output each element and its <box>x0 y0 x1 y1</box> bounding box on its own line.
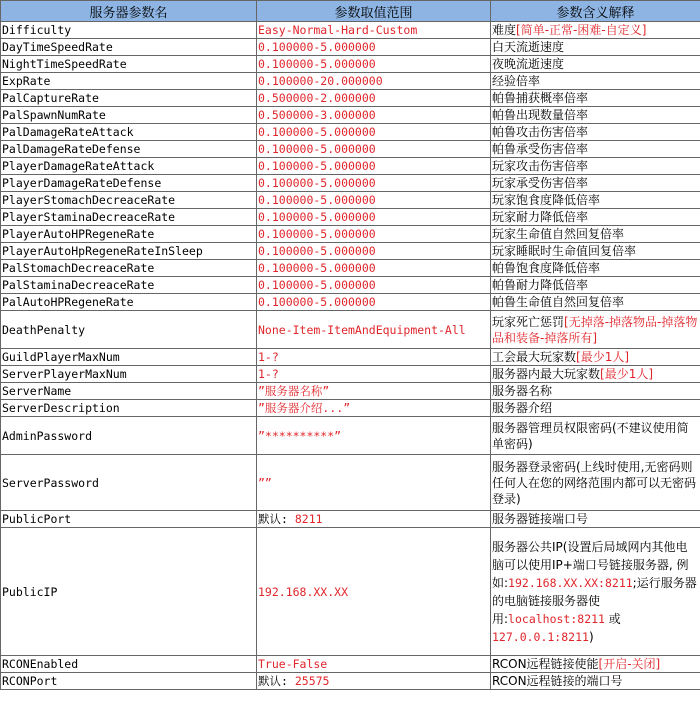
desc-text: 玩家死亡惩罚 <box>492 314 565 329</box>
param-desc <box>491 311 700 349</box>
param-range: 0.100000-5.000000 <box>257 39 491 56</box>
table-row <box>1 400 700 417</box>
param-desc <box>491 73 700 90</box>
table-row <box>1 158 700 175</box>
desc-text: 帕鲁耐力降低倍率 <box>492 278 589 292</box>
param-desc <box>491 56 700 73</box>
param-range: ”” <box>257 455 491 511</box>
param-desc <box>491 226 700 243</box>
table-row <box>1 294 700 311</box>
param-desc <box>491 175 700 192</box>
header-desc: 参数含义解释 <box>491 1 700 22</box>
desc-text: 玩家承受伤害倍率 <box>492 176 589 190</box>
param-desc <box>491 260 700 277</box>
desc-text: 帕鲁出现数量倍率 <box>492 108 589 122</box>
param-range: Easy-Normal-Hard-Custom <box>257 22 491 39</box>
param-range: 192.168.XX.XX <box>257 528 491 656</box>
desc-text: 玩家生命值自然回复倍率 <box>492 227 625 241</box>
param-desc: 服务器名称 <box>491 383 700 400</box>
table-row <box>1 311 700 349</box>
desc-text: 或 <box>604 611 621 626</box>
param-range: True-False <box>257 656 491 673</box>
table-row <box>1 90 700 107</box>
param-range: 0.100000-5.000000 <box>257 277 491 294</box>
param-range: 0.100000-5.000000 <box>257 260 491 277</box>
desc-red: 127.0.0.1:8211 <box>492 629 589 644</box>
table-row <box>1 124 700 141</box>
desc-red: localhost:8211 <box>508 611 605 626</box>
param-name: PublicIP <box>1 528 257 656</box>
desc-red: [开启-关闭] <box>598 657 661 671</box>
param-desc <box>491 90 700 107</box>
param-range: 0.100000-5.000000 <box>257 294 491 311</box>
table-row <box>1 56 700 73</box>
param-name: PalCaptureRate <box>1 90 257 107</box>
header-range: 参数取值范围 <box>257 1 491 22</box>
header-name: 服务器参数名 <box>1 1 257 22</box>
param-range: 0.500000-2.000000 <box>257 90 491 107</box>
param-desc: 服务器管理员权限密码(不建议使用简单密码) <box>491 417 700 455</box>
desc-text: 夜晚流逝速度 <box>492 57 565 71</box>
range-value: 8211 <box>294 512 323 526</box>
param-name: Difficulty <box>1 22 257 39</box>
param-range: 0.500000-3.000000 <box>257 107 491 124</box>
table-row <box>1 22 700 39</box>
desc-text: 玩家攻击伤害倍率 <box>492 159 589 173</box>
desc-red: [简单-正常-困难-自定义] <box>516 23 647 37</box>
param-name: PalStaminaDecreaceRate <box>1 277 257 294</box>
param-name: RCONEnabled <box>1 656 257 673</box>
desc-text: 玩家饱食度降低倍率 <box>492 193 601 207</box>
param-desc <box>491 141 700 158</box>
table-row <box>1 277 700 294</box>
param-desc <box>491 349 700 366</box>
param-name: PublicPort <box>1 511 257 528</box>
param-desc <box>491 107 700 124</box>
header-row <box>1 1 700 22</box>
table-row <box>1 366 700 383</box>
param-desc <box>491 158 700 175</box>
param-name: PalSpawnNumRate <box>1 107 257 124</box>
param-name: PalDamageRateAttack <box>1 124 257 141</box>
param-range: 0.100000-5.000000 <box>257 124 491 141</box>
table-row <box>1 528 700 656</box>
table-body-special <box>1 311 700 690</box>
param-name: ServerPlayerMaxNum <box>1 366 257 383</box>
param-range: 0.100000-5.000000 <box>257 158 491 175</box>
param-range: 0.100000-5.000000 <box>257 192 491 209</box>
table-row <box>1 656 700 673</box>
param-desc <box>491 22 700 39</box>
param-name: PlayerAutoHPRegeneRate <box>1 226 257 243</box>
desc-red: [无掉落-掉落物品-掉落物品和装备-掉落所有] <box>492 314 698 345</box>
param-desc: 服务器介绍 <box>491 400 700 417</box>
desc-red: [最少1人] <box>600 367 654 381</box>
param-range: 1-? <box>257 349 491 366</box>
desc-red: 192.168.XX.XX:8211 <box>508 575 633 590</box>
param-name: PlayerDamageRateDefense <box>1 175 257 192</box>
desc-text: 帕鲁承受伤害倍率 <box>492 142 589 156</box>
desc-text: 玩家耐力降低倍率 <box>492 210 589 224</box>
param-name: PalStomachDecreaceRate <box>1 260 257 277</box>
param-desc <box>491 366 700 383</box>
param-name: PalDamageRateDefense <box>1 141 257 158</box>
param-range: 0.100000-5.000000 <box>257 226 491 243</box>
desc-text: ) <box>588 629 594 644</box>
table-body <box>1 22 700 311</box>
table-row <box>1 511 700 528</box>
param-range: 0.100000-5.000000 <box>257 56 491 73</box>
param-name: PlayerAutoHpRegeneRateInSleep <box>1 243 257 260</box>
desc-text: 白天流逝速度 <box>492 40 565 54</box>
desc-text: 服务器公共IP(设置后局域网内其他电脑可以使用IP+端口号链接服务器, 例如: <box>492 539 689 590</box>
table-row <box>1 243 700 260</box>
param-name: NightTimeSpeedRate <box>1 56 257 73</box>
table-row <box>1 175 700 192</box>
param-range: None-Item-ItemAndEquipment-All <box>257 311 491 349</box>
desc-text: 帕鲁生命值自然回复倍率 <box>492 295 625 309</box>
param-range: 0.100000-5.000000 <box>257 175 491 192</box>
desc-text: 服务器内最大玩家数 <box>492 367 601 381</box>
param-range: ”服务器介绍...” <box>257 400 491 417</box>
param-name: AdminPassword <box>1 417 257 455</box>
param-name: ServerPassword <box>1 455 257 511</box>
param-name: RCONPort <box>1 673 257 690</box>
param-range: 0.100000-20.000000 <box>257 73 491 90</box>
table-row <box>1 417 700 455</box>
param-name: ServerName <box>1 383 257 400</box>
table-row <box>1 73 700 90</box>
param-name: PlayerStomachDecreaceRate <box>1 192 257 209</box>
param-name: PlayerStaminaDecreaceRate <box>1 209 257 226</box>
table-row <box>1 260 700 277</box>
param-name: DayTimeSpeedRate <box>1 39 257 56</box>
param-desc <box>491 277 700 294</box>
param-name: ExpRate <box>1 73 257 90</box>
range-prefix: 默认: <box>258 674 295 688</box>
param-desc <box>491 528 700 656</box>
table-row <box>1 455 700 511</box>
desc-text: 帕鲁捕获概率倍率 <box>492 91 589 105</box>
table-row <box>1 383 700 400</box>
desc-text: RCON远程链接使能 <box>492 657 599 671</box>
table-row <box>1 349 700 366</box>
desc-text: ;运行服务器的电脑链接服务器使用: <box>492 575 697 626</box>
param-range <box>257 673 491 690</box>
desc-text: 玩家睡眠时生命值回复倍率 <box>492 244 637 258</box>
param-desc <box>491 243 700 260</box>
param-desc <box>491 124 700 141</box>
desc-red: [最少1人] <box>576 350 630 364</box>
param-range: 0.100000-5.000000 <box>257 209 491 226</box>
desc-text: 工会最大玩家数 <box>492 350 577 364</box>
param-desc <box>491 294 700 311</box>
table-row <box>1 226 700 243</box>
param-desc: RCON远程链接的端口号 <box>491 673 700 690</box>
param-range: ”**********” <box>257 417 491 455</box>
range-prefix: 默认: <box>258 512 295 526</box>
param-name: PlayerDamageRateAttack <box>1 158 257 175</box>
param-desc <box>491 192 700 209</box>
param-desc: 服务器登录密码(上线时使用,无密码则任何人在您的网络范围内都可以无密码登录) <box>491 455 700 511</box>
table-row <box>1 141 700 158</box>
param-desc <box>491 209 700 226</box>
param-range <box>257 511 491 528</box>
param-range: 0.100000-5.000000 <box>257 141 491 158</box>
param-desc <box>491 656 700 673</box>
param-name: DeathPenalty <box>1 311 257 349</box>
param-range: ”服务器名称” <box>257 383 491 400</box>
table-row <box>1 209 700 226</box>
desc-text: 经验倍率 <box>492 74 541 88</box>
param-range: 0.100000-5.000000 <box>257 243 491 260</box>
table-row <box>1 673 700 690</box>
param-name: ServerDescription <box>1 400 257 417</box>
param-range: 1-? <box>257 366 491 383</box>
table-row <box>1 39 700 56</box>
desc-text: 帕鲁攻击伤害倍率 <box>492 125 589 139</box>
param-desc: 服务器链接端口号 <box>491 511 700 528</box>
table-row <box>1 107 700 124</box>
param-name: PalAutoHPRegeneRate <box>1 294 257 311</box>
range-value: 25575 <box>294 674 330 688</box>
param-desc <box>491 39 700 56</box>
desc-text: 难度 <box>492 23 517 37</box>
table-row <box>1 192 700 209</box>
desc-text: 帕鲁饱食度降低倍率 <box>492 261 601 275</box>
param-name: GuildPlayerMaxNum <box>1 349 257 366</box>
